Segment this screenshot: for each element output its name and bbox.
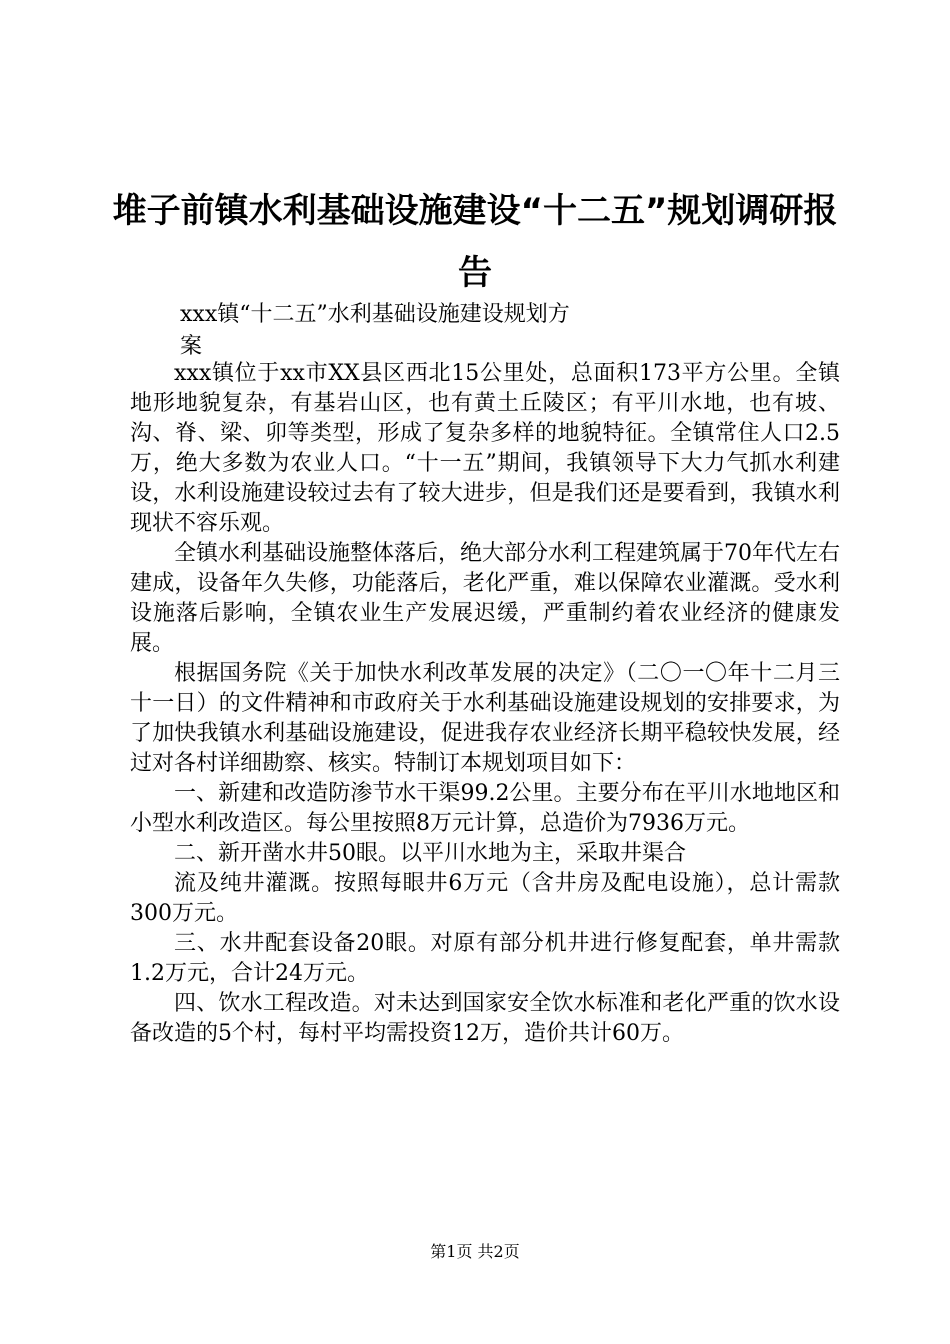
page-footer: 第1页 共2页 (430, 1242, 520, 1261)
paragraph-intro: xxx镇位于xx市XX县区西北15公里处，总面积173平方公里。全镇地形地貌复杂，有基岩山区，也有黄土丘陵区；有平川水地，也有坡、沟、脊、梁、卯等类型，形成了复杂多样的地貌特征。全镇常住人口2.5万，绝大多数为农业人口。“十一五”期间，我镇领导下大力气抓水利建设，水利设施建设较过去有了较大进步，但是我们还是要看到，我镇水利现状不容乐观。 (130, 361, 840, 536)
subtitle-line-2: 案 (180, 334, 203, 359)
paragraph-item-4: 四、饮水工程改造。对未达到国家安全饮水标准和老化严重的饮水设备改造的5个村，每村平均需投资12万，造价共计60万。 (130, 991, 840, 1046)
paragraph-item-1: 一、新建和改造防渗节水干渠99.2公里。主要分布在平川水地地区和小型水利改造区。每公里按照8万元计算，总造价为7936万元。 (130, 781, 840, 836)
paragraph-item-3: 三、水井配套设备20眼。对原有部分机井进行修复配套，单井需款1.2万元，合计24万元。 (130, 931, 840, 986)
paragraph-item-2-text: 流及纯井灌溉。按照每眼井6万元（含井房及配电设施），总计需款300万元。 (130, 871, 840, 926)
paragraph-item-2-body (130, 869, 840, 929)
document-title: 堆子前镇水利基础设施建设“十二五”规划调研报告 (112, 191, 838, 293)
paragraph-status: 全镇水利基础设施整体落后，绝大部分水利工程建筑属于70年代左右建成，设备年久失修，功能落后，老化严重，难以保障农业灌溉。受水利设施落后影响，全镇农业生产发展迟缓，严重制约着农业经济的健康发展。 (130, 541, 840, 656)
document-subtitle (180, 299, 680, 363)
subtitle-line-1: xxx镇“十二五”水利基础设施建设规划方 (180, 302, 570, 327)
paragraph-item-2-head: 二、新开凿水井50眼。以平川水地为主，采取井渠合 (174, 841, 686, 866)
paragraph-basis: 根据国务院《关于加快水利改革发展的决定》（二〇一〇年十二月三十一日）的文件精神和市政府关于水利基础设施建设规划的安排要求，为了加快我镇水利基础设施建设，促进我存农业经济长期平稳较快发展，经过对各村详细勘察、核实。特制订本规划项目如下： (130, 661, 840, 776)
document-body (130, 359, 840, 1049)
